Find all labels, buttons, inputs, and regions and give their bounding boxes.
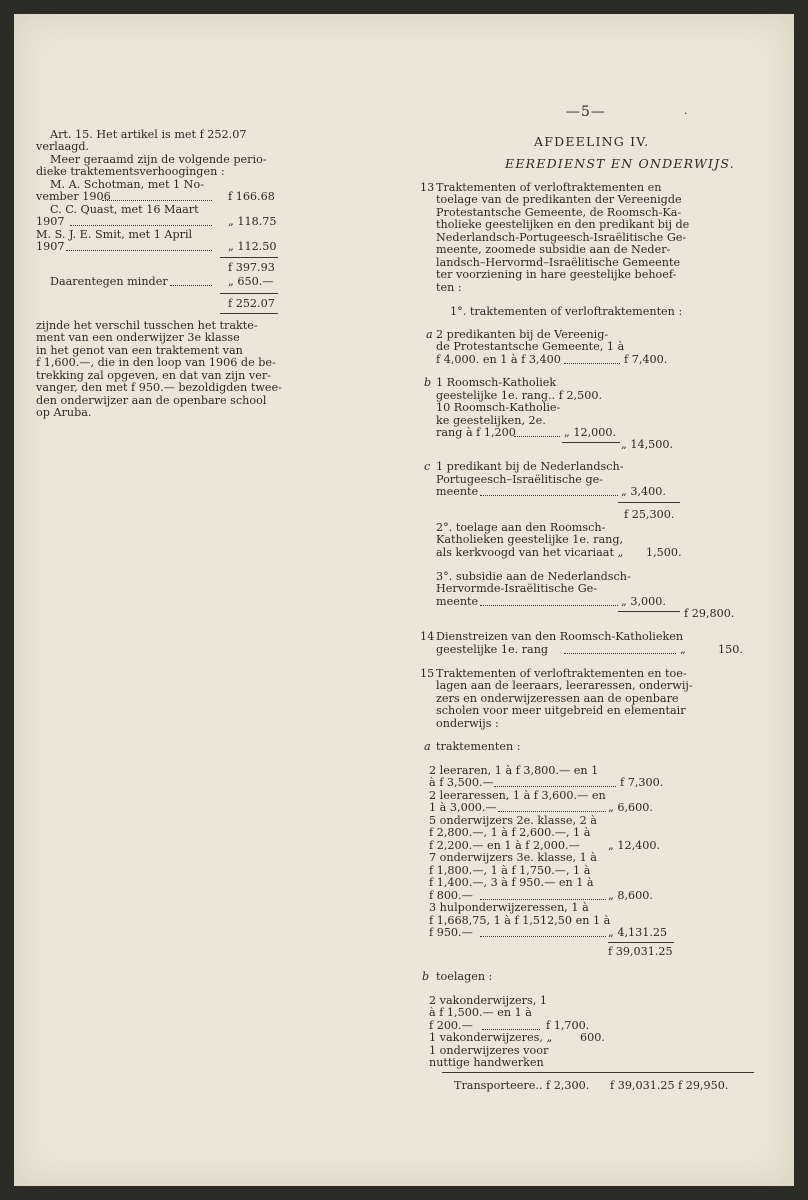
rule <box>608 942 674 943</box>
text-line: Portugeesch–Israëlitische ge- <box>436 473 604 486</box>
amount: 1,500. <box>646 546 682 559</box>
rule <box>220 257 278 258</box>
amount: „ 8,600. <box>608 889 653 902</box>
subtotal: f 25,300. <box>624 508 675 521</box>
text-line: 2°. toelage aan den Roomsch- <box>436 521 606 534</box>
amount: „ 14,500. <box>621 438 674 451</box>
text-line: dieke traktementsverhoogingen : <box>36 165 225 178</box>
item-number: 13 <box>420 181 435 194</box>
list-letter: c <box>424 460 431 473</box>
dot-leader <box>480 495 618 496</box>
text-line: trekking zal opgeven, en dat van zijn ver- <box>36 369 271 382</box>
text-line: à f 1,500.— en 1 à <box>429 1006 532 1019</box>
text-line: ment van een onderwijzer 3e klasse <box>36 331 240 344</box>
text-line: Hervormde-Israëlitische Ge- <box>436 582 598 595</box>
text-line: f 1,400.—, 3 à f 950.— en 1 à <box>429 876 594 889</box>
rule <box>562 442 620 443</box>
list-letter: a <box>424 740 431 753</box>
text-line: ter voorziening in hare geestelijke behoef- <box>436 268 677 281</box>
text-line: onderwijs : <box>436 717 499 730</box>
text-line: rang à f 1,200 <box>436 426 516 439</box>
amount: f 1,700. <box>546 1019 590 1032</box>
amount: f 166.68 <box>228 190 275 203</box>
text-line: à f 3,500.— <box>429 776 494 789</box>
text-line: 1 vakonderwijzeres, „ <box>429 1031 553 1044</box>
text-line: Meer geraamd zijn de volgende perio- <box>50 153 267 166</box>
text-line: Daarentegen minder <box>50 275 168 288</box>
dot-leader <box>482 1029 540 1030</box>
text-line: 2 predikanten bij de Vereenig- <box>436 328 609 341</box>
text-line: f 950.— <box>429 926 473 939</box>
text-line: in het genot van een traktement van <box>36 344 243 357</box>
amount: „ 650.— <box>228 275 274 288</box>
page-number: —5— <box>566 104 606 120</box>
item-number: 15 <box>420 667 435 680</box>
dot-leader <box>70 225 212 226</box>
dot-leader <box>564 363 620 364</box>
text-line: scholen voor meer uitgebreid en elementair <box>436 704 686 717</box>
text-line: Protestantsche Gemeente, de Roomsch-Ka- <box>436 206 682 219</box>
amount: 600. <box>580 1031 605 1044</box>
rule <box>220 313 278 314</box>
text-line: 10 Roomsch-Katholie- <box>436 401 561 414</box>
carry-forward-label: Transporteere.. <box>454 1079 543 1092</box>
dot-leader <box>102 200 212 201</box>
text-line: 1907 <box>36 240 65 253</box>
text-line: traktementen : <box>436 740 521 753</box>
amount: 150. <box>718 643 743 656</box>
dot-leader <box>494 786 616 787</box>
amount: „ 6,600. <box>608 801 653 814</box>
rule <box>618 502 680 503</box>
subsection-line: 1°. traktementen of verloftraktementen : <box>450 305 683 318</box>
text-line: nuttige handwerken <box>429 1056 544 1069</box>
text-line: f 2,200.— en 1 à f 2,000.— <box>429 839 580 852</box>
text-line: Nederlandsch-Portugeesch-Israëlitische Ge- <box>436 231 687 244</box>
text-line: meente, zoomede subsidie aan de Neder- <box>436 243 671 256</box>
text-line: meente <box>436 485 479 498</box>
text-line: lagen aan de leeraars, leeraressen, onderwij- <box>436 679 693 692</box>
rule <box>220 293 278 294</box>
amount: „ 4,131.25 <box>608 926 668 939</box>
amount: „ <box>680 643 686 656</box>
amount: „ 112.50 <box>228 240 277 253</box>
rule <box>442 1072 754 1073</box>
text-line: vember 1906 <box>36 190 111 203</box>
item-number: 14 <box>420 630 435 643</box>
amount: „ 3,400. <box>621 485 666 498</box>
dot-leader <box>480 899 606 900</box>
amount: „ 12,000. <box>564 426 617 439</box>
text-line: 7 onderwijzers 3e. klasse, 1 à <box>429 851 597 864</box>
dot-leader <box>480 936 606 937</box>
text-line: landsch–Hervormd–Israëlitische Gemeente <box>436 256 681 269</box>
text-line: Dienstreizen van den Roomsch-Katholieken <box>436 630 684 643</box>
text-line: 2 leeraressen, 1 à f 3,600.— en <box>429 789 606 802</box>
corner-mark: · <box>684 107 688 120</box>
amount: „ 3,000. <box>621 595 666 608</box>
text-line: tholieke geestelijken en den predikant bij de <box>436 218 690 231</box>
text-line: 3°. subsidie aan de Nederlandsch- <box>436 570 631 583</box>
text-line: zers en onderwijzeressen aan de openbare <box>436 692 679 705</box>
text-line: 2 vakonderwijzers, 1 <box>429 994 547 1007</box>
text-line: 1 predikant bij de Nederlandsch- <box>436 460 624 473</box>
text-line: vanger, den met f 950.— bezoldigden twee- <box>36 381 282 394</box>
text-line: 1 Roomsch-Katholiek <box>436 376 557 389</box>
text-line: zijnde het verschil tusschen het trakte- <box>36 319 258 332</box>
dot-leader <box>66 250 212 251</box>
dot-leader <box>564 653 676 654</box>
list-letter: b <box>424 376 432 389</box>
text-line: geestelijke 1e. rang.. f 2,500. <box>436 389 603 402</box>
text-line: toelage van de predikanten der Vereenigde <box>436 193 682 206</box>
text-line: f 1,600.—, die in den loop van 1906 de be- <box>36 356 276 369</box>
text-line: 1 onderwijzeres voor <box>429 1044 549 1057</box>
subtotal: f 397.93 <box>228 261 275 274</box>
text-line: ke geestelijken, 2e. <box>436 414 546 427</box>
text-line: Katholieken geestelijke 1e. rang, <box>436 533 624 546</box>
text-line: geestelijke 1e. rang <box>436 643 549 656</box>
text-line: 5 onderwijzers 2e. klasse, 2 à <box>429 814 597 827</box>
text-line: de Protestantsche Gemeente, 1 à <box>436 340 625 353</box>
text-line: verlaagd. <box>36 140 90 153</box>
amount: f 7,300. <box>620 776 664 789</box>
text-line: M. S. J. E. Smit, met 1 April <box>36 228 193 241</box>
text-line: f 1,800.—, 1 à f 1,750.—, 1 à <box>429 864 591 877</box>
text-line: als kerkvoogd van het vicariaat „ <box>436 546 624 559</box>
amount: „ 12,400. <box>608 839 661 852</box>
dot-leader <box>480 605 618 606</box>
text-line: 1 à 3,000.— <box>429 801 497 814</box>
amount: f 7,400. <box>624 353 668 366</box>
text-line: f 2,800.—, 1 à f 2,600.—, 1 à <box>429 826 591 839</box>
total: f 252.07 <box>228 297 275 310</box>
carry-forward-amount: f 2,300. <box>546 1079 590 1092</box>
art-15-line: Art. 15. Het artikel is met f 252.07 <box>50 128 247 141</box>
text-line: 1907 <box>36 215 65 228</box>
rule <box>618 611 680 612</box>
amount: f 29,800. <box>684 607 735 620</box>
text-line: ten : <box>436 281 462 294</box>
list-letter: a <box>426 328 433 341</box>
section-subheading: EEREDIENST EN ONDERWIJS. <box>505 156 735 171</box>
dot-leader <box>170 285 212 286</box>
dot-leader <box>498 811 606 812</box>
document-page <box>14 14 794 1186</box>
text-line: Traktementen of verloftraktementen en toe- <box>436 667 687 680</box>
text-line: op Aruba. <box>36 406 92 419</box>
subtotal: f 39,031.25 <box>608 945 673 958</box>
text-line: 3 hulponderwijzeressen, 1 à <box>429 901 589 914</box>
text-line: f 4,000. en 1 à f 3,400 <box>436 353 561 366</box>
text-line: f 200.— <box>429 1019 473 1032</box>
carry-forward-amount: f 29,950. <box>678 1079 729 1092</box>
list-letter: b <box>422 970 430 983</box>
text-line: M. A. Schotman, met 1 No- <box>50 178 204 191</box>
text-line: toelagen : <box>436 970 493 983</box>
dot-leader <box>514 436 560 437</box>
text-line: meente <box>436 595 479 608</box>
text-line: 2 leeraren, 1 à f 3,800.— en 1 <box>429 764 599 777</box>
text-line: C. C. Quast, met 16 Maart <box>50 203 199 216</box>
text-line: den onderwijzer aan de openbare school <box>36 394 267 407</box>
amount: „ 118.75 <box>228 215 277 228</box>
text-line: f 1,668,75, 1 à f 1,512,50 en 1 à <box>429 914 611 927</box>
carry-forward-amount: f 39,031.25 <box>610 1079 675 1092</box>
text-line: f 800.— <box>429 889 473 902</box>
text-line: Traktementen of verloftraktementen en <box>436 181 662 194</box>
section-heading: AFDEELING IV. <box>534 134 650 149</box>
